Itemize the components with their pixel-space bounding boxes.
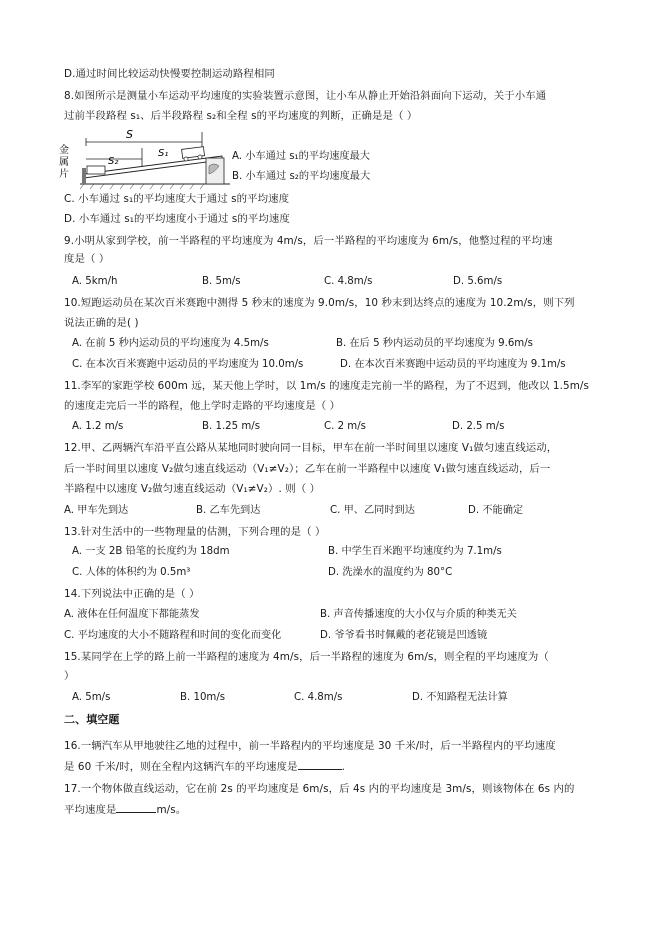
incline-experiment-figure	[56, 126, 232, 190]
q13-option-a[interactable]: A. 一支 2B 铅笔的长度约为 18dm	[72, 546, 230, 557]
section-title-fill-in: 二、填空题	[64, 713, 120, 726]
q10-option-b[interactable]: B. 在后 5 秒内运动员的平均速度为 9.6m/s	[336, 338, 533, 349]
figure-label-s2: S₂	[108, 156, 119, 167]
q10-option-a[interactable]: A. 在前 5 秒内运动员的平均速度为 4.5m/s	[72, 338, 269, 349]
q7-option-d: D.通过时间比较运动快慢要控制运动路程相同	[64, 68, 275, 80]
q8-stem-line1: 8.如图所示是测量小车运动平均速度的实验装置示意图，让小车从静止开始沿斜面向下运动，关于小车通	[64, 90, 547, 102]
q9-stem-line2: 度是（ ）	[64, 253, 110, 265]
q8-option-b[interactable]: B. 小车通过 s₂的平均速度最大	[232, 171, 371, 182]
q14-option-a[interactable]: A. 液体在任何温度下都能蒸发	[64, 609, 200, 620]
q14-option-c[interactable]: C. 平均速度的大小不随路程和时间的变化而变化	[64, 630, 282, 641]
q14-stem: 14.下列说法中正确的是（ ）	[64, 588, 200, 600]
figure-label-s1: S₁	[158, 148, 169, 159]
q14-option-b[interactable]: B. 声音传播速度的大小仅与介质的种类无关	[320, 609, 517, 620]
q8-option-a[interactable]: A. 小车通过 s₁的平均速度最大	[232, 151, 370, 162]
q8-option-d[interactable]: D. 小车通过 s₁的平均速度小于通过 s的平均速度	[64, 213, 290, 225]
q13-option-c[interactable]: C. 人体的体积约为 0.5m³	[72, 567, 191, 578]
q10-option-d[interactable]: D. 在本次百米赛跑中运动员的平均速度为 9.1m/s	[340, 359, 566, 370]
q13-stem: 13.针对生活中的一些物理量的估测，下列合理的是（ ）	[64, 526, 326, 538]
q13-option-d[interactable]: D. 洗澡水的温度约为 80°C	[328, 567, 453, 578]
q14-option-d[interactable]: D. 爷爷看书时佩戴的老花镜是凹透镜	[320, 630, 488, 641]
q15-option-d[interactable]: D. 不知路程无法计算	[412, 692, 508, 703]
q12-option-d[interactable]: D. 不能确定	[468, 505, 524, 516]
q8-option-c[interactable]: C. 小车通过 s₁的平均速度大于通过 s的平均速度	[64, 193, 290, 205]
q17-stem-line1: 17.一个物体做直线运动，它在前 2s 的平均速度是 6m/s，后 4s 内的平均速度是 3m/s，则该物体在 6s 内的	[64, 783, 575, 795]
q17-text: 平均速度是	[64, 804, 117, 816]
q12-stem-line1: 12.甲、乙两辆汽车沿平直公路从某地同时驶向同一目标，甲车在前一半时间里以速度 V₁做匀速直线运动，	[64, 442, 558, 454]
q9-option-a[interactable]: A. 5km/h	[72, 276, 118, 287]
q16-text: 是 60 千米/时，则在全程内这辆汽车的平均速度是	[64, 761, 298, 773]
q15-option-a[interactable]: A. 5m/s	[72, 692, 111, 703]
q11-option-c[interactable]: C. 2 m/s	[324, 421, 366, 432]
q16-stem-line2	[64, 759, 345, 774]
q12-stem-line3: 半路程中以速度 V₂做匀速直线运动（V₁≠V₂）. 则（ ）	[64, 483, 321, 495]
q16-period: .	[341, 761, 346, 773]
q15-option-c[interactable]: C. 4.8m/s	[294, 692, 343, 703]
q9-option-b[interactable]: B. 5m/s	[202, 276, 241, 287]
q16-answer-blank[interactable]	[298, 759, 342, 770]
q17-unit: m/s。	[156, 804, 187, 816]
q15-stem-line2: ）	[64, 670, 75, 682]
q11-option-b[interactable]: B. 1.25 m/s	[202, 421, 261, 432]
q12-option-b[interactable]: B. 乙车先到达	[196, 505, 261, 516]
q17-answer-blank[interactable]	[116, 802, 156, 813]
q12-option-c[interactable]: C. 甲、乙同时到达	[330, 505, 415, 516]
metal-plate-label: 金属片	[56, 144, 68, 180]
q17-stem-line2	[64, 802, 186, 817]
q11-stem-line2: 的速度走完后一半的路程，他上学时走路的平均速度是（ ）	[64, 400, 341, 412]
q11-option-a[interactable]: A. 1.2 m/s	[72, 421, 124, 432]
q15-stem-line1: 15.某同学在上学的路上前一半路程的速度为 4m/s，后一半路程的速度为 6m/s，则全程的平均速度为（	[64, 651, 549, 663]
q10-stem-line2: 说法正确的是( )	[64, 317, 139, 329]
figure-label-s: S	[126, 128, 133, 141]
q12-stem-line2: 后一半时间里以速度 V₂做匀速直线运动（V₁≠V₂）；乙车在前一半路程中以速度 V₁做匀速直线运动，后一	[64, 463, 551, 475]
q8-stem-line2: 过前半段路程 s₁、后半段路程 s₂和全程 s的平均速度的判断，正确是是（ ）	[64, 110, 418, 122]
q16-stem-line1: 16.一辆汽车从甲地驶往乙地的过程中，前一半路程内的平均速度是 30 千米/时，后一半路程内的平均速度	[64, 740, 556, 752]
q9-stem-line1: 9.小明从家到学校，前一半路程的平均速度为 4m/s，后一半路程的平均速度为 6m/s，他整过程的平均速	[64, 235, 553, 247]
q9-option-c[interactable]: C. 4.8m/s	[324, 276, 373, 287]
q9-option-d[interactable]: D. 5.6m/s	[453, 276, 503, 287]
q10-option-c[interactable]: C. 在本次百米赛跑中运动员的平均速度为 10.0m/s	[72, 359, 304, 370]
q15-option-b[interactable]: B. 10m/s	[180, 692, 226, 703]
q11-option-d[interactable]: D. 2.5 m/s	[452, 421, 505, 432]
q11-stem-line1: 11.李军的家距学校 600m 远，某天他上学时，以 1m/s 的速度走完前一半的路程，为了不迟到，他改以 1.5m/s	[64, 380, 590, 392]
q12-option-a[interactable]: A. 甲车先到达	[64, 505, 129, 516]
q10-stem-line1: 10.短跑运动员在某次百米赛跑中测得 5 秒末的速度为 9.0m/s，10 秒末到达终点的速度为 10.2m/s，则下列	[64, 297, 575, 309]
q13-option-b[interactable]: B. 中学生百米跑平均速度约为 7.1m/s	[328, 546, 502, 557]
